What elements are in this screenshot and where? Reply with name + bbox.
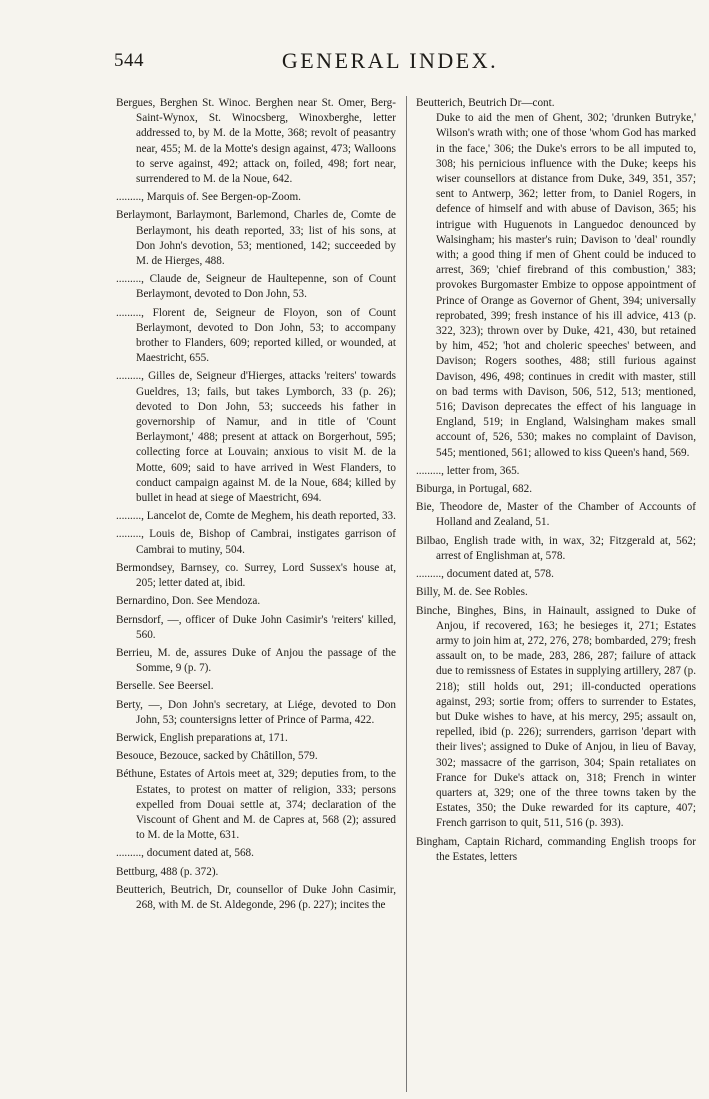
right-column bbox=[416, 96, 696, 868]
index-entry: ........., Claude de, Seigneur de Haultepenne, son of Count Berlaymont, devoted to Don John, 53. bbox=[116, 273, 396, 301]
index-entry: ........., Gilles de, Seigneur d'Hierges, attacks 'reiters' towards Gueldres, 13; fails, but takes Lymborch, 33 (p. 26); devoted to Don John, 53; succeeds his father in governorship of Namur, and in title of 'Count Berlaymont,' 488; present at attack on Borgerhout, 595; collecting force at Louvain; anxious to visit M. de la Motte, 609; said to have arrived in West Flanders, to conduct campaign against M. de la Noue, 684; killed by bullet in head at siege of Maestricht, 694. bbox=[116, 370, 396, 505]
index-entry: Berty, —, Don John's secretary, at Liége, devoted to Don John, 53; countersigns letter of Prince of Parma, 422. bbox=[116, 698, 396, 726]
index-entry: Bernsdorf, —, officer of Duke John Casimir's 'reiters' killed, 560. bbox=[116, 613, 396, 641]
index-entry: Bilbao, English trade with, in wax, 32; Fitzgerald at, 562; arrest of Englishman at, 578. bbox=[416, 534, 696, 562]
index-entry: Berrieu, M. de, assures Duke of Anjou the passage of the Somme, 9 (p. 7). bbox=[116, 646, 396, 675]
index-entry: Besouce, Bezouce, sacked by Châtillon, 579. bbox=[116, 750, 318, 763]
page-number: 544 bbox=[114, 50, 144, 71]
index-entry: Bermondsey, Barnsey, co. Surrey, Lord Sussex's house at, 205; letter dated at, ibid. bbox=[116, 561, 396, 590]
left-column bbox=[116, 96, 396, 916]
index-entry: ........., document dated at, 578. bbox=[416, 568, 554, 581]
index-entry: ........., document dated at, 568. bbox=[116, 847, 254, 860]
index-entry: Biburga, in Portugal, 682. bbox=[416, 483, 533, 496]
page-title: GENERAL INDEX. bbox=[281, 48, 499, 73]
index-entry: Bergues, Berghen St. Winoc. Berghen near St. Omer, Berg-Saint-Wynox, St. Winocsberg, Winoxberghe, letter addressed to, by M. de la Motte, 368; revolt of peasantry near, 455; M. de la Motte's design against, 473; Walloons to serve against, 492; attack on, foiled, 498; fort near, surrendered to M. de la Noue, 642. bbox=[116, 97, 396, 186]
index-entry: ........., Florent de, Seigneur de Floyon, son of Count Berlaymont, devoted to Don John, 53; to accompany brother to Flanders, 609; reported killed, or wounded, at Maestricht, 655. bbox=[116, 306, 396, 365]
index-entry: Berselle. See Beersel. bbox=[116, 680, 214, 693]
index-entry: Beutterich, Beutrich, Dr, counsellor of Duke John Casimir, 268, with M. de St. Aldegonde, 296 (p. 227); incites the bbox=[116, 883, 396, 911]
column-divider bbox=[406, 96, 407, 1092]
index-entry: Béthune, Estates of Artois meet at, 329; deputies from, to the Estates, to protest on matter of religion, 333; persons expelled from Douai settle at, 374; declaration of the Viscount of Ghent and M. de Capres at, 568 (2); assured to M. de la Motte, 631. bbox=[116, 768, 396, 842]
continued-heading: Beutterich, Beutrich Dr—cont. bbox=[416, 97, 555, 109]
index-entry: ........., Louis de, Bishop of Cambrai, instigates garrison of Cambrai to mutiny, 504. bbox=[116, 528, 396, 556]
index-entry: Berwick, English preparations at, 171. bbox=[116, 731, 288, 744]
index-entry: Bie, Theodore de, Master of the Chamber of Accounts of Holland and Zealand, 51. bbox=[416, 501, 696, 529]
index-entry: ........., letter from, 365. bbox=[416, 464, 520, 477]
page-header bbox=[96, 48, 684, 76]
index-entry: Bettburg, 488 (p. 372). bbox=[116, 865, 219, 878]
index-entry: ........., Marquis of. See Bergen-op-Zoom. bbox=[116, 191, 301, 204]
index-entry: Binche, Binghes, Bins, in Hainault, assigned to Duke of Anjou, if recovered, 163; he besieges it, 271; Estates army to join him at, 272, 276, 278; bombarded, 279; fresh assault on, to be made, 283, 286, 287; failure of attack due to remissness of Estates in supplying artillery, 287 (p. 218); still holds out, 291; ill-conducted operations against, 293; sortie from; offers to surrender to Estates, but Duke wishes to have, at his mercy, 295; assault on, repelled, ibid (p. 226); surrenders, garrison 'depart with their lives'; assigned to Duke of Anjou, in lieu of Bavay, 302; massacre of the garrison, 304; Spain retaliates on France for Duke's attack on, 318; French in winter quarters at, 329; one of the three towns taken by the Estates, 350; the Duke rewarded for its capture, 407; French garrison to quit, 511, 516 (p. 393). bbox=[416, 604, 696, 830]
index-entry: Billy, M. de. See Robles. bbox=[416, 586, 528, 599]
index-entry: Berlaymont, Barlaymont, Barlemond, Charles de, Comte de Berlaymont, his death reported, 33; list of his sons, at Don John's devotion, 53; mentioned, 142; succeeded by M. de Hierges, 488. bbox=[116, 209, 396, 268]
continued-entry-body: Duke to aid the men of Ghent, 302; 'drunken Butryke,' Wilson's wrath with; one of those 'whom God has marked in the face,' 306; the Duke's errors to be all imputed to, 308; his pernicious influence with the Duke; keeps his wiser counsellors at distance from Duke, 349, 351, 357; sent to Antwerp, 362; letter from, to Daniel Rogers, in defence of himself and with abuse of Davison, 365; his intrigue with Huguenots in Languedoc denounced by Walsingham; his master's ruin; Davison to 'deal' roundly with; a good thing if men of Ghent could be induced to arrest, 369; 'chief firebrand of this combustion,' 383; provokes Burgomaster Embize to oppose appointment of Prince of Orange as Governor of Ghent, 394; universally reprobated, 399; fresh instance of his ill advice, 413 (p. 322, 323); thrown over by Duke, 421, 430, but retained by him, 452; 'hot and choleric speeches' between, and Davison; Rogers soothes, 488; still furious against Davison, 496, 498; continues in credit with master, still on bad terms with Davison, 506, 512, 513; mentioned, 516; Davison deprecates the effect of his language in England, 519; in England, Walsingham makes small account of, 526, 530; makes no complaint of Davison, 545; mentioned, 561; allowed to kiss Queen's hand, 569. bbox=[436, 112, 696, 459]
index-entry: ........., Lancelot de, Comte de Meghem, his death reported, 33. bbox=[116, 510, 396, 523]
index-entry: Bingham, Captain Richard, commanding English troops for the Estates, letters bbox=[416, 835, 696, 863]
index-entry: Bernardino, Don. See Mendoza. bbox=[116, 595, 261, 608]
